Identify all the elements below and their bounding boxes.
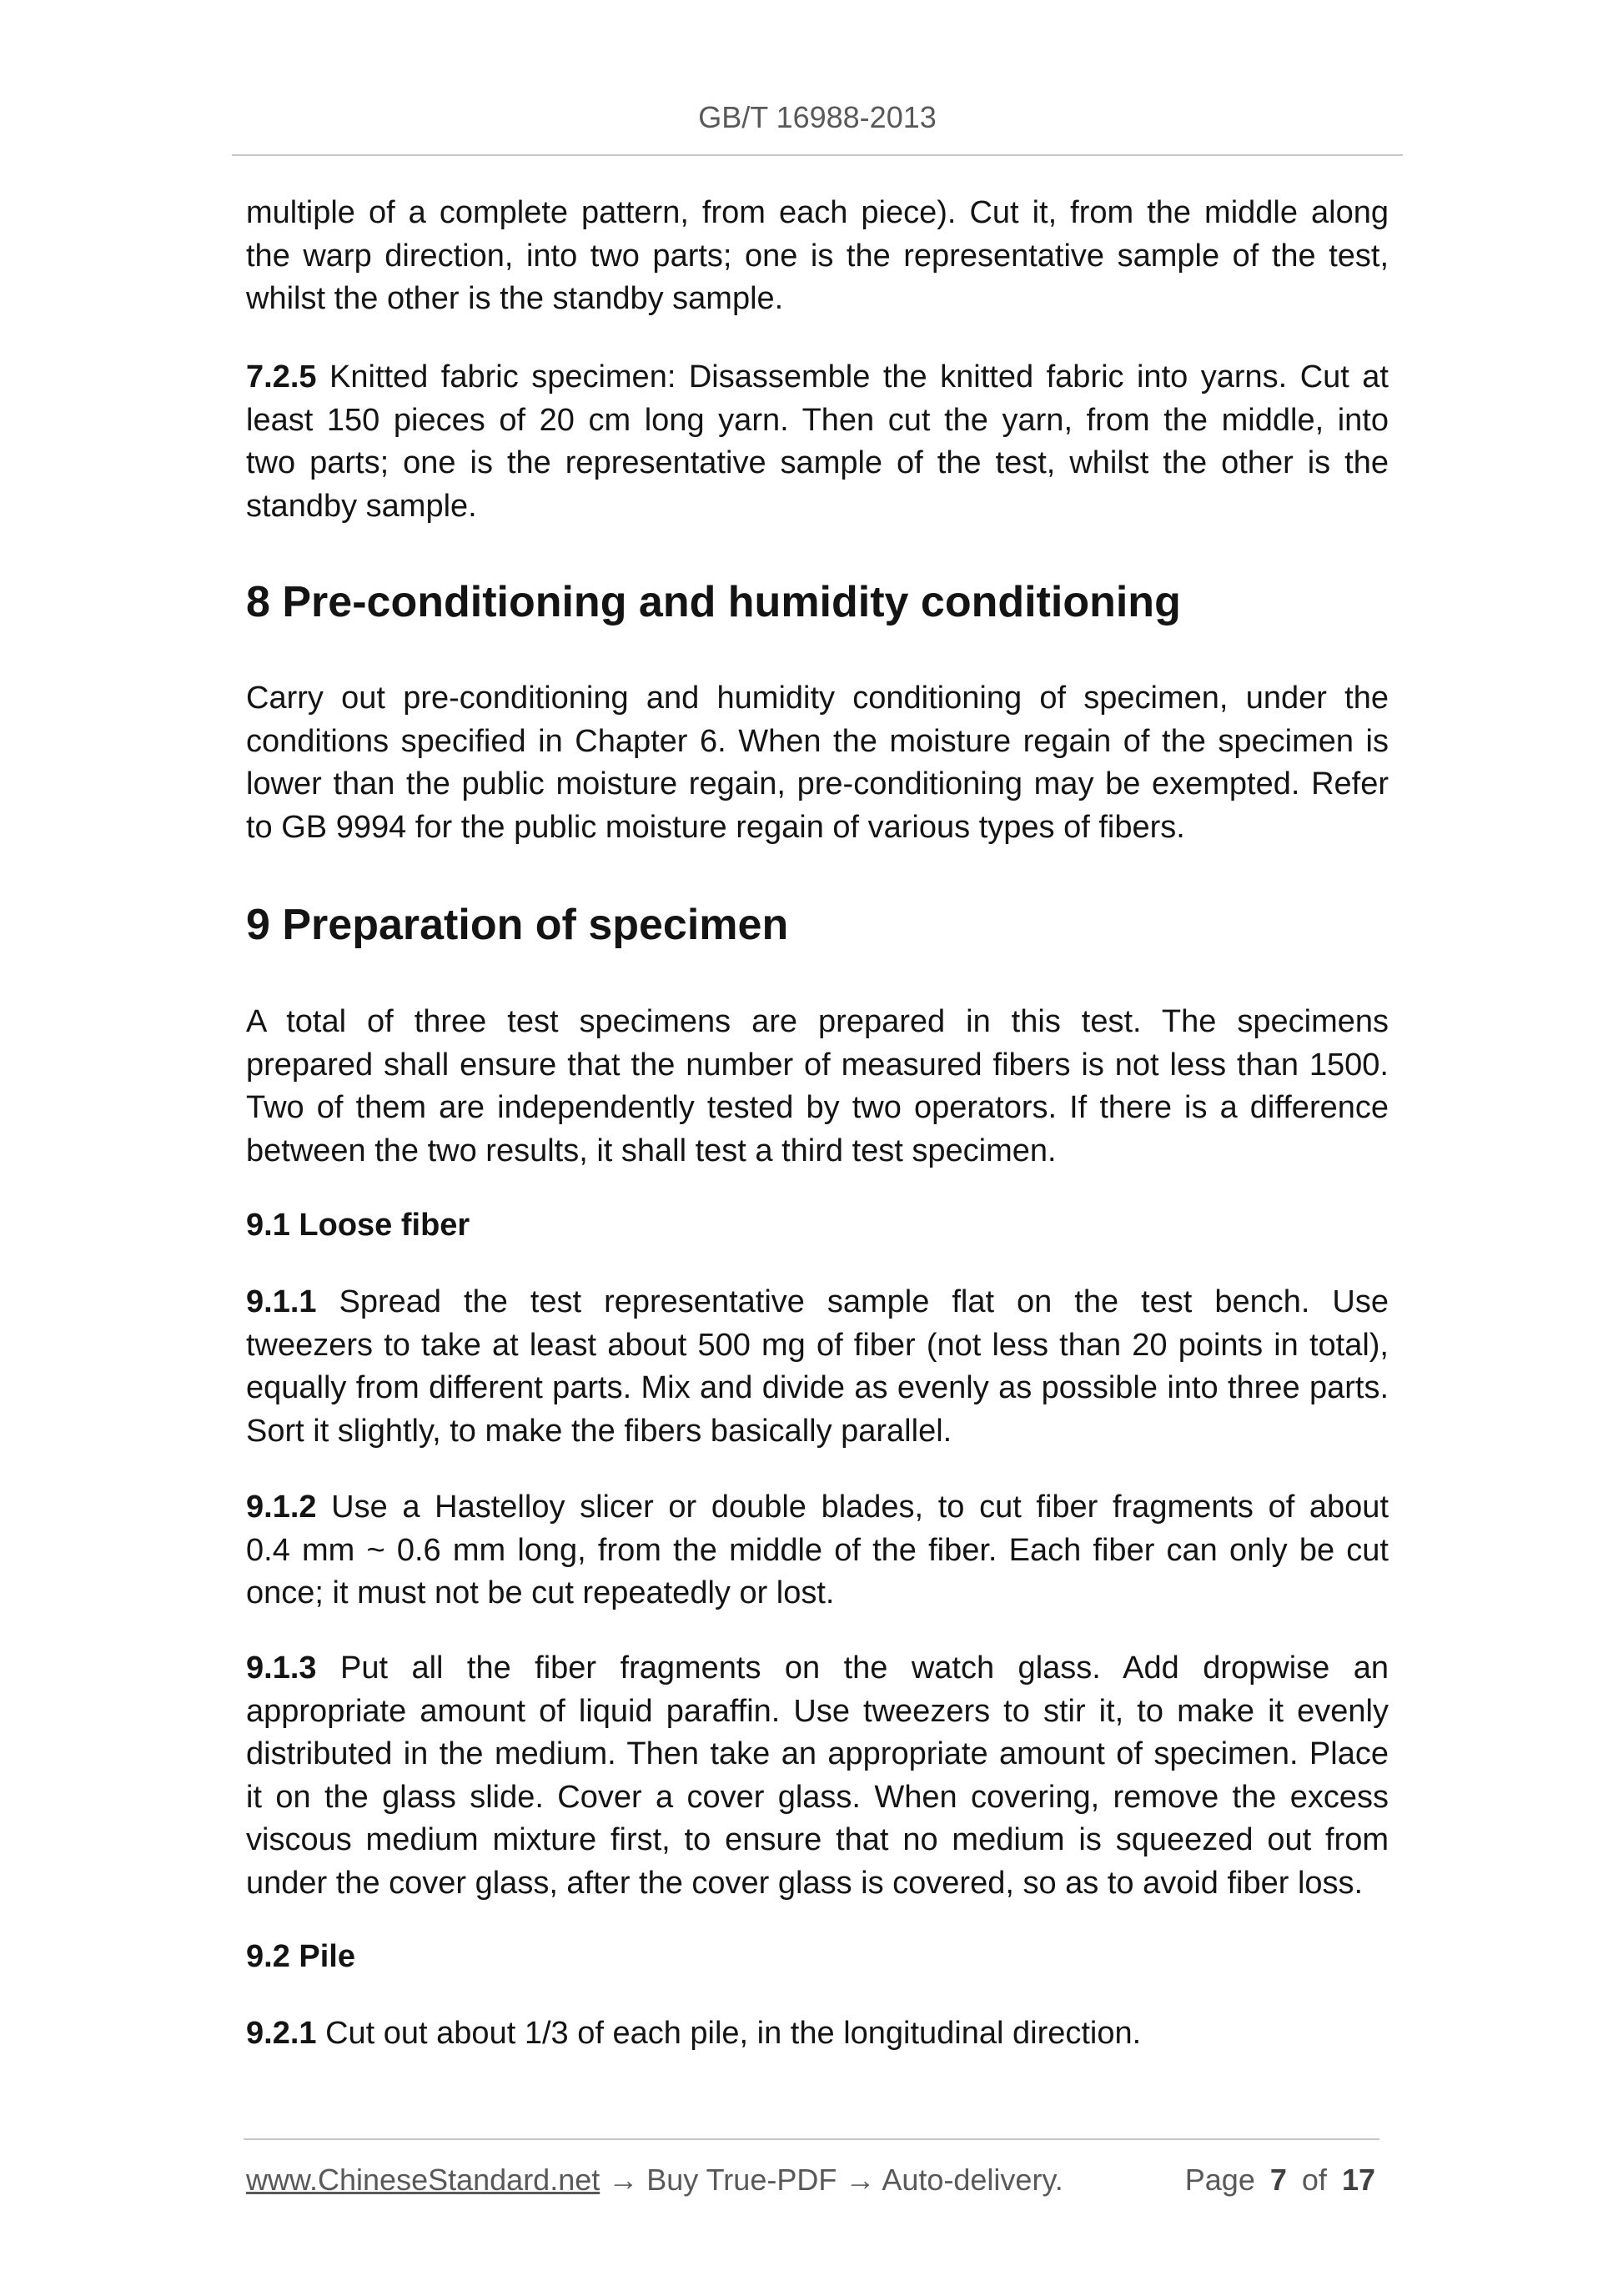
- text-line: [246, 1647, 1389, 1691]
- paragraph-section-8: [246, 677, 1389, 849]
- text-line: equally from different parts. Mix and divide as evenly as possible into three parts.: [246, 1370, 1389, 1405]
- page-indicator: [1185, 2162, 1375, 2198]
- subsection-heading-9-2: [246, 1936, 1389, 1979]
- text-line: [246, 1281, 1389, 1324]
- text-line: appropriate amount of liquid paraffin. Use tweezers to stir it, to make it evenly: [246, 1693, 1389, 1729]
- paragraph-continuation: [246, 192, 1389, 321]
- clause-9-2-1: [246, 2012, 1389, 2056]
- text-line: Sort it slightly, to make the fibers basically parallel.: [246, 1413, 952, 1449]
- text-line: two parts; one is the representative sample of the test, whilst the other is the: [246, 445, 1389, 480]
- clause-number: 7.2.5: [246, 359, 317, 394]
- text-line: lower than the public moisture regain, pre-conditioning may be exempted. Refer: [246, 766, 1389, 801]
- document-id-header: GB/T 16988-2013: [698, 100, 937, 134]
- text-run: Put all the fiber fragments on the watch glass. Add dropwise an: [339, 1650, 1389, 1686]
- website-link[interactable]: www.ChineseStandard.net: [246, 2163, 600, 2197]
- header-divider: [232, 154, 1403, 156]
- text-line: Carry out pre-conditioning and humidity conditioning of specimen, under the: [246, 681, 1389, 716]
- clause-7-2-5: [246, 356, 1389, 528]
- text-line: standby sample.: [246, 488, 477, 524]
- subsection-heading-9-1: [246, 1204, 1389, 1248]
- text-run: Use a Hastelloy slicer or double blades, to cut fiber fragments of about: [331, 1490, 1389, 1525]
- subsection-title: Pile: [299, 1939, 355, 1974]
- page-number: 7: [1269, 2163, 1287, 2197]
- section-number: 9: [246, 901, 270, 949]
- text-line: once; it must not be cut repeatedly or lost.: [246, 1575, 835, 1610]
- text-line: [246, 1486, 1389, 1530]
- text-run: Cut out about 1/3 of each pile, in the longitudinal direction.: [325, 2016, 1142, 2051]
- text-line: viscous medium mixture first, to ensure that no medium is squeezed out from: [246, 1822, 1389, 1857]
- clause-number: 9.1.1: [246, 1284, 317, 1319]
- subsection-title: Loose fiber: [299, 1208, 470, 1243]
- text-run: Knitted fabric specimen: Disassemble the knitted fabric into yarns. Cut at: [329, 359, 1389, 394]
- section-number: 8: [246, 578, 270, 626]
- paragraph-section-9: [246, 1001, 1389, 1173]
- clause-9-1-2: [246, 1486, 1389, 1615]
- section-title: Preparation of specimen: [282, 901, 789, 949]
- section-title: Pre-conditioning and humidity conditioning: [282, 578, 1181, 626]
- clause-number: 9.1.2: [246, 1490, 317, 1525]
- clause-number: 9.2.1: [246, 2016, 317, 2051]
- text-line: the warp direction, into two parts; one is the representative sample of the test,: [246, 238, 1389, 274]
- page-total: 17: [1341, 2163, 1375, 2197]
- text-line: between the two results, it shall test a third test specimen.: [246, 1133, 1057, 1168]
- text-run: Spread the test representative sample flat on the test bench. Use: [339, 1284, 1389, 1319]
- text-line: it on the glass slide. Cover a cover glass. When covering, remove the excess: [246, 1779, 1389, 1815]
- text-line: Two of them are independently tested by two operators. If there is a difference: [246, 1090, 1389, 1125]
- text-line: least 150 pieces of 20 cm long yarn. Then cut the yarn, from the middle, into: [246, 402, 1389, 438]
- subsection-number: 9.2: [246, 1939, 290, 1974]
- footer-promo: [246, 2162, 1063, 2198]
- text-line: [246, 356, 1389, 399]
- page-label: Page: [1184, 2163, 1255, 2197]
- text-line: distributed in the medium. Then take an appropriate amount of specimen. Place: [246, 1736, 1389, 1771]
- text-line: conditions specified in Chapter 6. When the moisture regain of the specimen is: [246, 723, 1389, 759]
- text-line: A total of three test specimens are prepared in this test. The specimens: [246, 1004, 1389, 1039]
- text-line: [246, 2012, 1389, 2056]
- of-label: of: [1301, 2163, 1327, 2197]
- text-line: whilst the other is the standby sample.: [246, 281, 784, 316]
- section-heading-9: [246, 899, 1389, 951]
- text-line: to GB 9994 for the public moisture regain of various types of fibers.: [246, 809, 1185, 845]
- footer-tagline: → Buy True-PDF → Auto-delivery.: [608, 2163, 1063, 2197]
- clause-number: 9.1.3: [246, 1650, 317, 1686]
- text-line: under the cover glass, after the cover glass is covered, so as to avoid fiber loss.: [246, 1865, 1364, 1901]
- clause-9-1-1: [246, 1281, 1389, 1453]
- text-line: 0.4 mm ~ 0.6 mm long, from the middle of the fiber. Each fiber can only be cut: [246, 1532, 1389, 1568]
- section-heading-8: [246, 576, 1389, 628]
- footer-divider: [244, 2138, 1379, 2140]
- subsection-number: 9.1: [246, 1208, 290, 1243]
- text-line: multiple of a complete pattern, from each piece). Cut it, from the middle along: [246, 195, 1389, 230]
- text-line: tweezers to take at least about 500 mg of fiber (not less than 20 points in total),: [246, 1327, 1389, 1363]
- clause-9-1-3: [246, 1647, 1389, 1905]
- text-line: prepared shall ensure that the number of measured fibers is not less than 1500.: [246, 1047, 1389, 1083]
